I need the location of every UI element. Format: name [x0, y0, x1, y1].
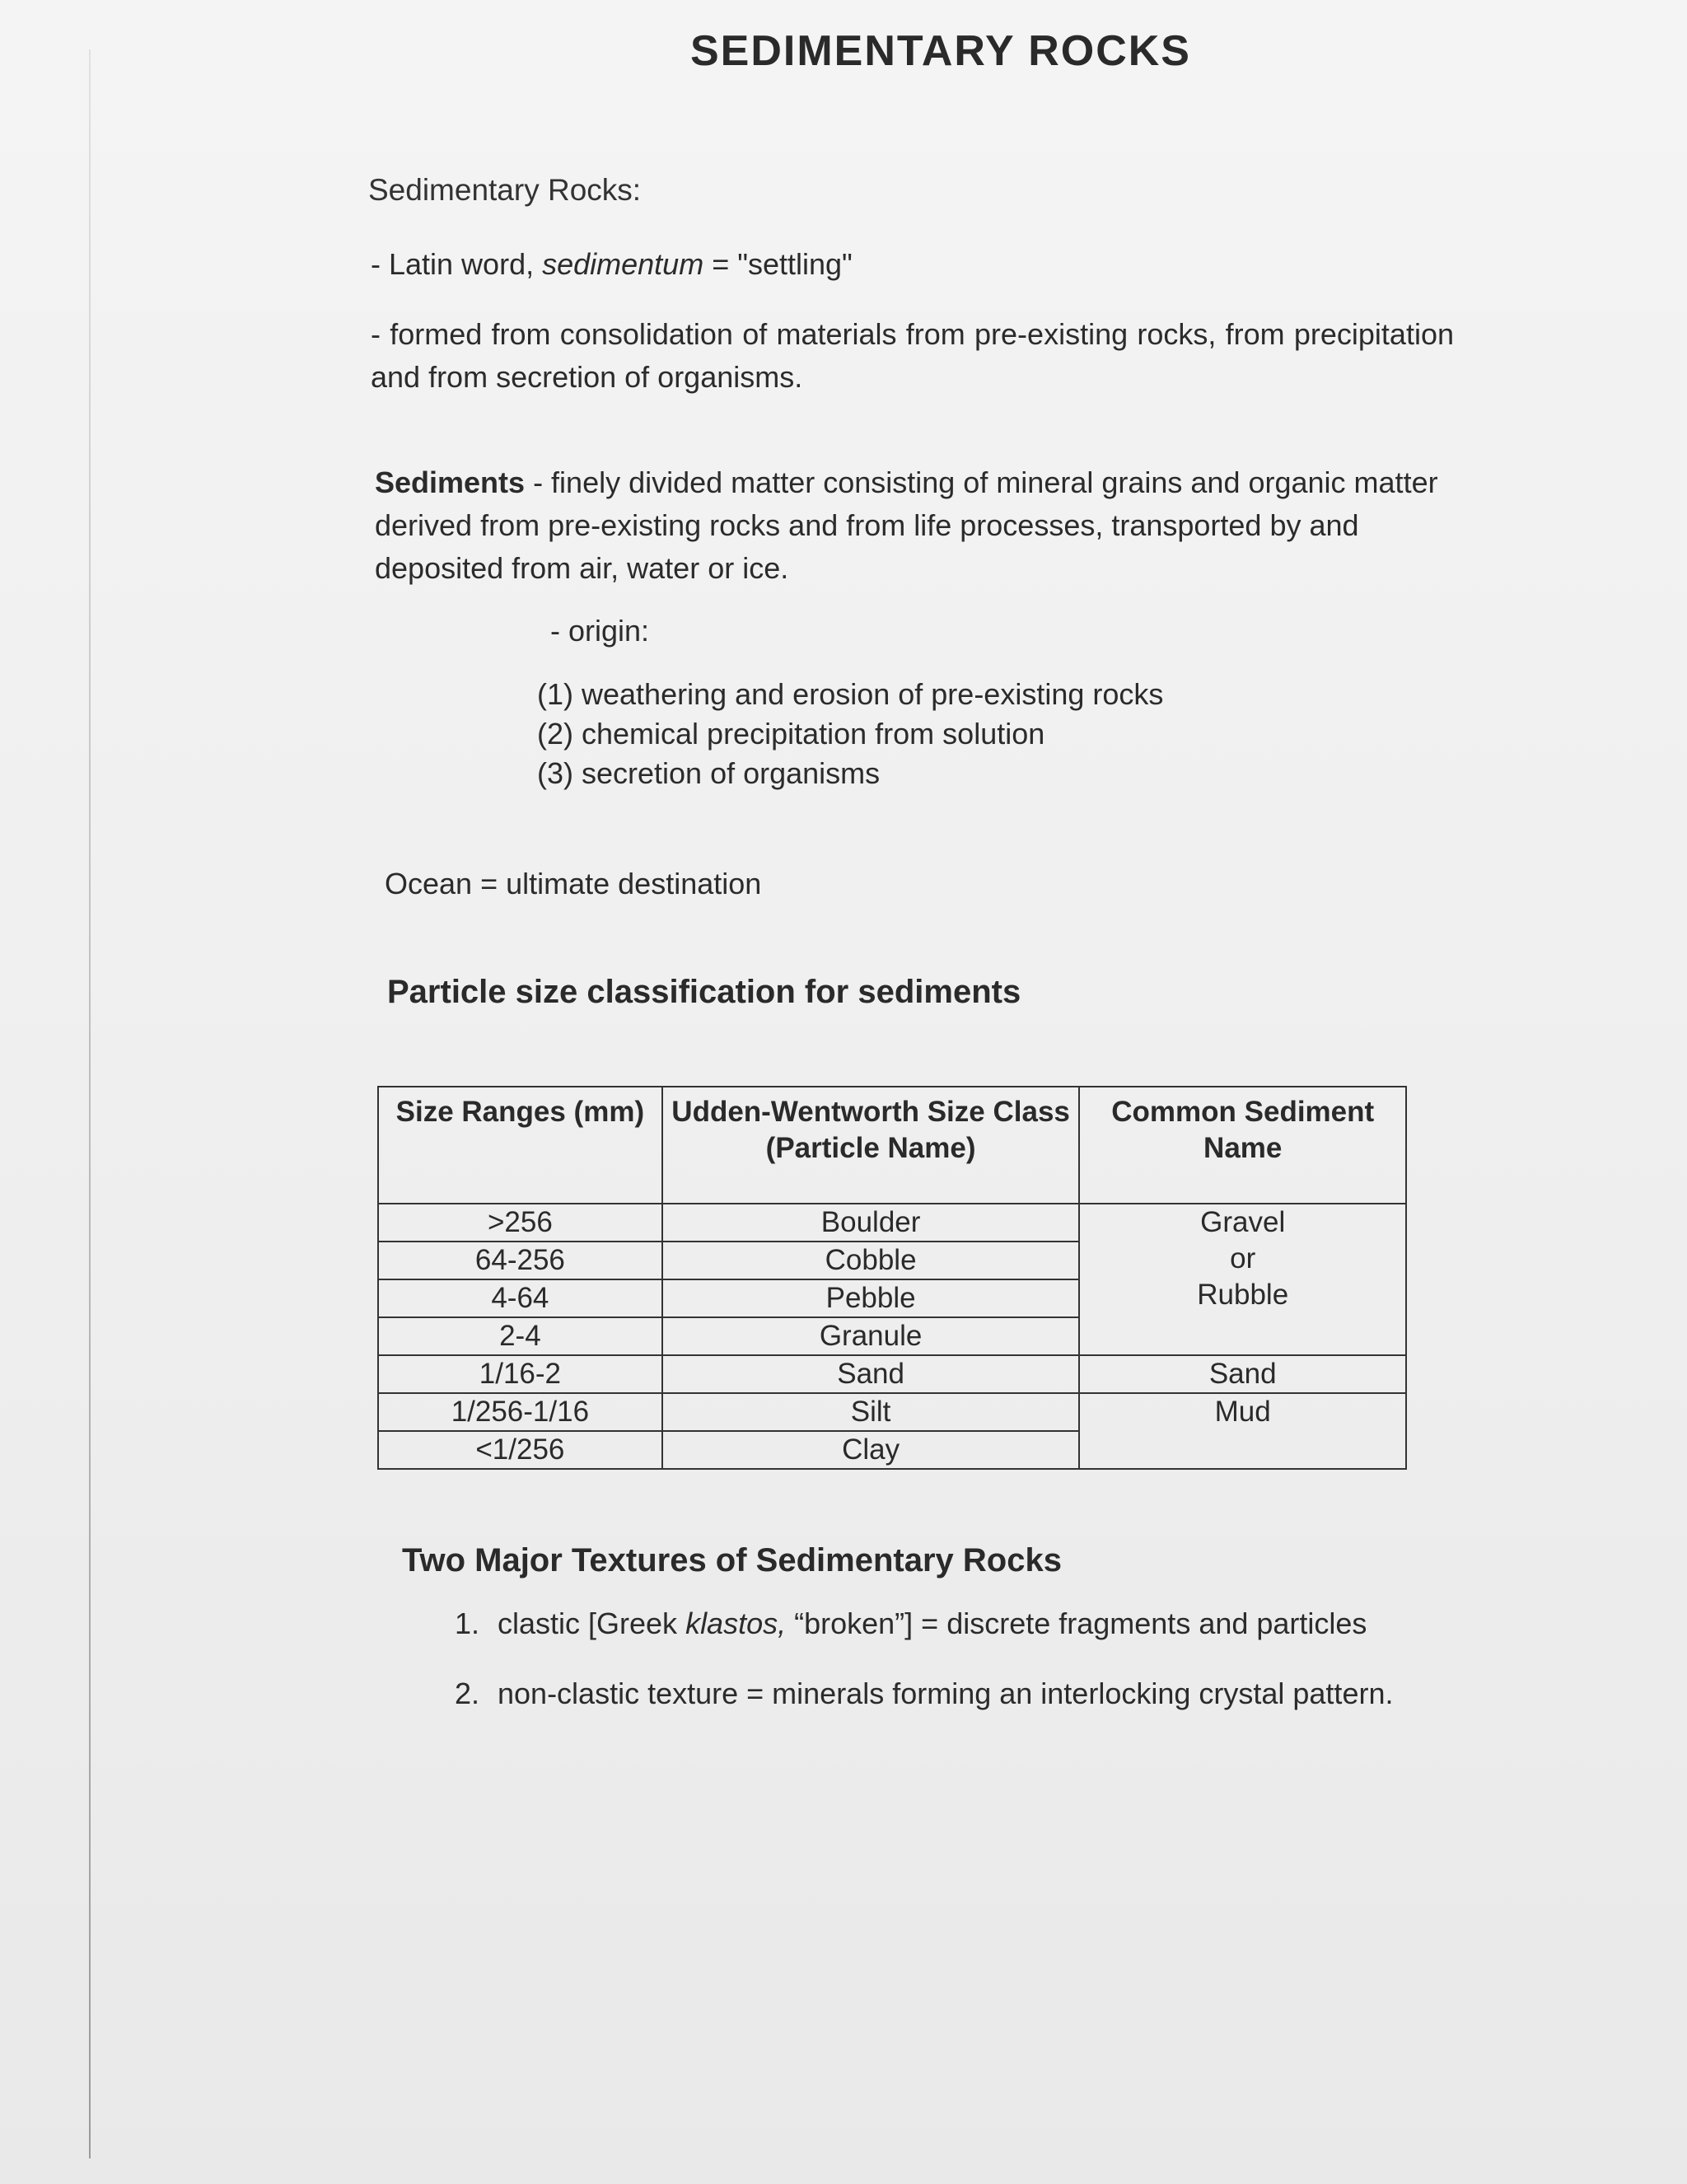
table-header-row [378, 1087, 1406, 1204]
sediments-paragraph [375, 461, 1458, 590]
size-range-cell: <1/256 [378, 1431, 662, 1469]
particle-size-table [377, 1086, 1407, 1470]
header-size-ranges: Size Ranges (mm) [378, 1087, 662, 1204]
particle-name-cell: Pebble [662, 1279, 1080, 1317]
list-number: 1. [455, 1606, 480, 1640]
origin-item: (2) chemical precipitation from solution [537, 717, 1045, 751]
table-row [378, 1393, 1406, 1431]
particle-name-cell: Cobble [662, 1242, 1080, 1279]
rubble-label: Rubble [1197, 1279, 1289, 1311]
size-range-cell: 64-256 [378, 1242, 662, 1279]
size-range-cell: 1/16-2 [378, 1355, 662, 1393]
origin-label: - origin: [550, 614, 650, 648]
page-title: SEDIMENTARY ROCKS [690, 27, 1191, 75]
latin-origin-line [371, 247, 853, 282]
particle-table-heading: Particle size classification for sediments [387, 974, 1021, 1010]
page-edge-line [89, 49, 91, 2158]
ocean-line: Ocean = ultimate destination [385, 867, 762, 900]
table-row [378, 1355, 1406, 1393]
size-range-cell: 1/256-1/16 [378, 1393, 662, 1431]
size-range-cell: 4-64 [378, 1279, 662, 1317]
texture-list-item [455, 1606, 1367, 1641]
gravel-label: Gravel [1200, 1206, 1286, 1238]
texture-prefix: clastic [Greek [498, 1606, 686, 1640]
texture-text: non-clastic texture = minerals forming an interlocking crystal pattern. [498, 1677, 1394, 1710]
texture-list-item [455, 1677, 1393, 1711]
header-size-class: Udden-Wentworth Size Class (Particle Name) [662, 1087, 1080, 1204]
particle-name-cell: Granule [662, 1317, 1080, 1355]
origin-item: (1) weathering and erosion of pre-existing rocks [537, 677, 1164, 711]
formed-paragraph: - formed from consolidation of materials from pre-existing rocks, from precipitation and from secretion of organisms. [371, 317, 1454, 394]
texture-greek-word: klastos, [685, 1606, 787, 1640]
sediments-definition: - finely divided matter consisting of mineral grains and organic matter derived from pre-existing rocks and from life processes, transported by and deposited from air, water or ice. [375, 465, 1438, 585]
common-name-sand-cell: Sand [1079, 1355, 1406, 1393]
common-name-gravel-cell [1079, 1204, 1406, 1355]
particle-name-cell: Boulder [662, 1204, 1080, 1242]
latin-suffix: = "settling" [703, 247, 853, 281]
intro-heading: Sedimentary Rocks: [368, 173, 642, 207]
particle-name-cell: Sand [662, 1355, 1080, 1393]
table-row [378, 1204, 1406, 1242]
textures-heading: Two Major Textures of Sedimentary Rocks [402, 1542, 1062, 1578]
latin-prefix: - Latin word, [371, 247, 543, 281]
header-common-name: Common Sediment Name [1079, 1087, 1406, 1204]
size-range-cell: 2-4 [378, 1317, 662, 1355]
origin-item: (3) secretion of organisms [537, 756, 881, 790]
particle-name-cell: Clay [662, 1431, 1080, 1469]
sediments-term: Sediments [375, 465, 526, 499]
size-range-cell: >256 [378, 1204, 662, 1242]
common-name-mud-cell: Mud [1079, 1393, 1406, 1469]
texture-suffix: “broken”] = discrete fragments and particles [786, 1606, 1367, 1640]
gravel-or-label: or [1230, 1242, 1256, 1274]
latin-word: sedimentum [542, 247, 704, 281]
particle-name-cell: Silt [662, 1393, 1080, 1431]
list-number: 2. [455, 1677, 480, 1710]
